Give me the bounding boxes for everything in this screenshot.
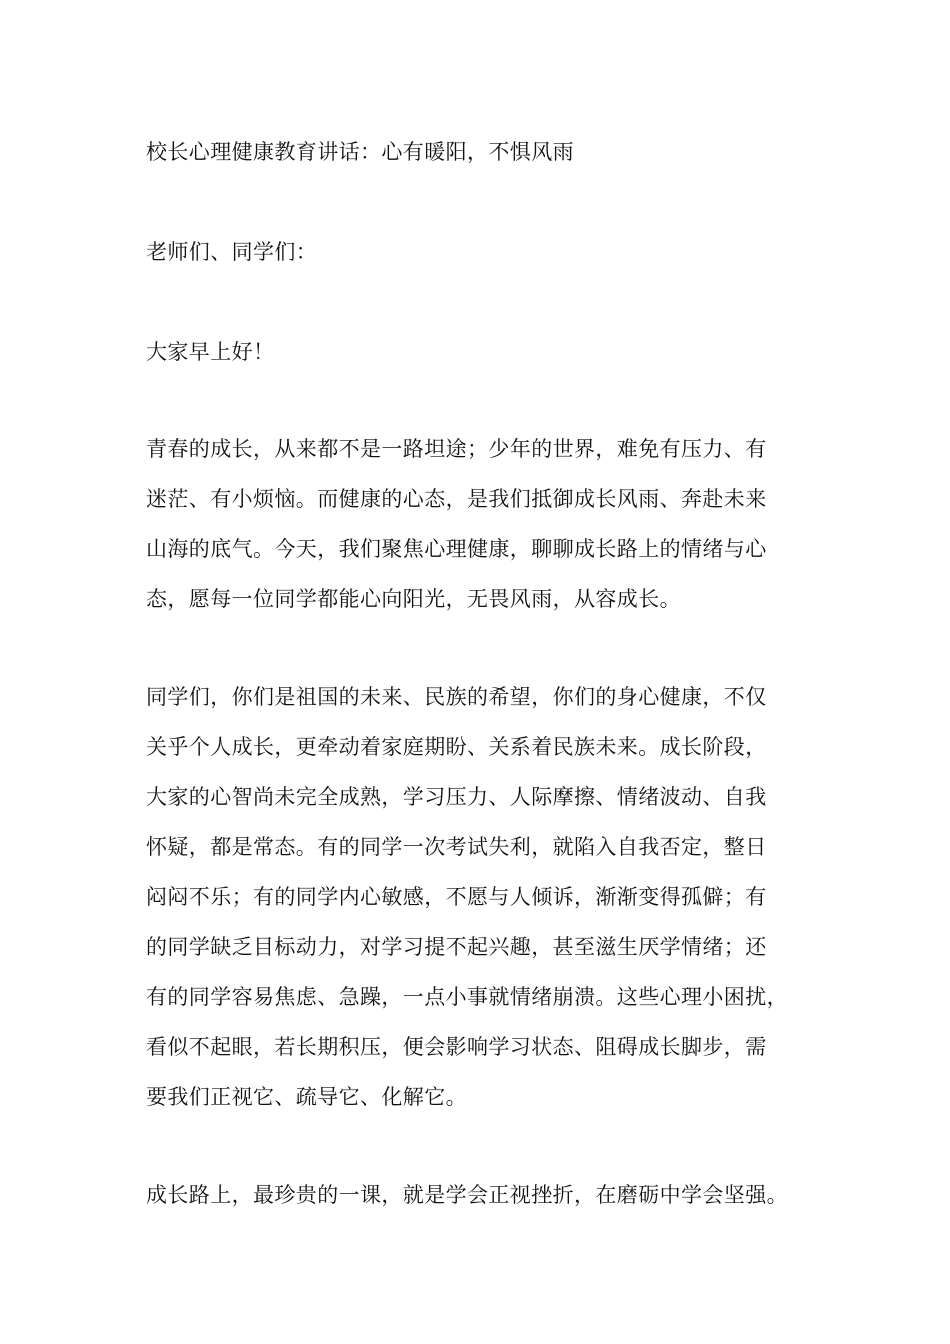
paragraph-1-line-1: 青春的成长，从来都不是一路坦途；少年的世界，难免有压力、有: [146, 437, 767, 461]
paragraph-2-line-5: 闷闷不乐；有的同学内心敏感，不愿与人倾诉，渐渐变得孤僻；有: [146, 885, 767, 909]
document-title: 校长心理健康教育讲话：心有暖阳，不惧风雨: [146, 140, 574, 164]
greeting: 大家早上好！: [146, 340, 275, 364]
paragraph-2-line-9: 要我们正视它、疏导它、化解它。: [146, 1085, 467, 1109]
paragraph-2-line-4: 怀疑，都是常态。有的同学一次考试失利，就陷入自我否定，整日: [146, 835, 767, 859]
paragraph-2-line-2: 关乎个人成长，更牵动着家庭期盼、关系着民族未来。成长阶段，: [146, 735, 767, 759]
paragraph-2-line-7: 有的同学容易焦虑、急躁，一点小事就情绪崩溃。这些心理小困扰，: [146, 985, 788, 1009]
paragraph-2-line-8: 看似不起眼，若长期积压，便会影响学习状态、阻碍成长脚步，需: [146, 1035, 767, 1059]
paragraph-2-line-1: 同学们，你们是祖国的未来、民族的希望，你们的身心健康，不仅: [146, 685, 767, 709]
paragraph-2-line-6: 的同学缺乏目标动力，对学习提不起兴趣，甚至滋生厌学情绪；还: [146, 935, 767, 959]
paragraph-1-line-4: 态，愿每一位同学都能心向阳光，无畏风雨，从容成长。: [146, 587, 681, 611]
salutation: 老师们、同学们：: [146, 240, 318, 264]
paragraph-1-line-2: 迷茫、有小烦恼。而健康的心态，是我们抵御成长风雨、奔赴未来: [146, 487, 767, 511]
paragraph-1-line-3: 山海的底气。今天，我们聚焦心理健康，聊聊成长路上的情绪与心: [146, 537, 767, 561]
paragraph-3-line-1: 成长路上，最珍贵的一课，就是学会正视挫折，在磨砺中学会坚强。: [146, 1183, 788, 1207]
paragraph-2-line-3: 大家的心智尚未完全成熟，学习压力、人际摩擦、情绪波动、自我: [146, 785, 767, 809]
